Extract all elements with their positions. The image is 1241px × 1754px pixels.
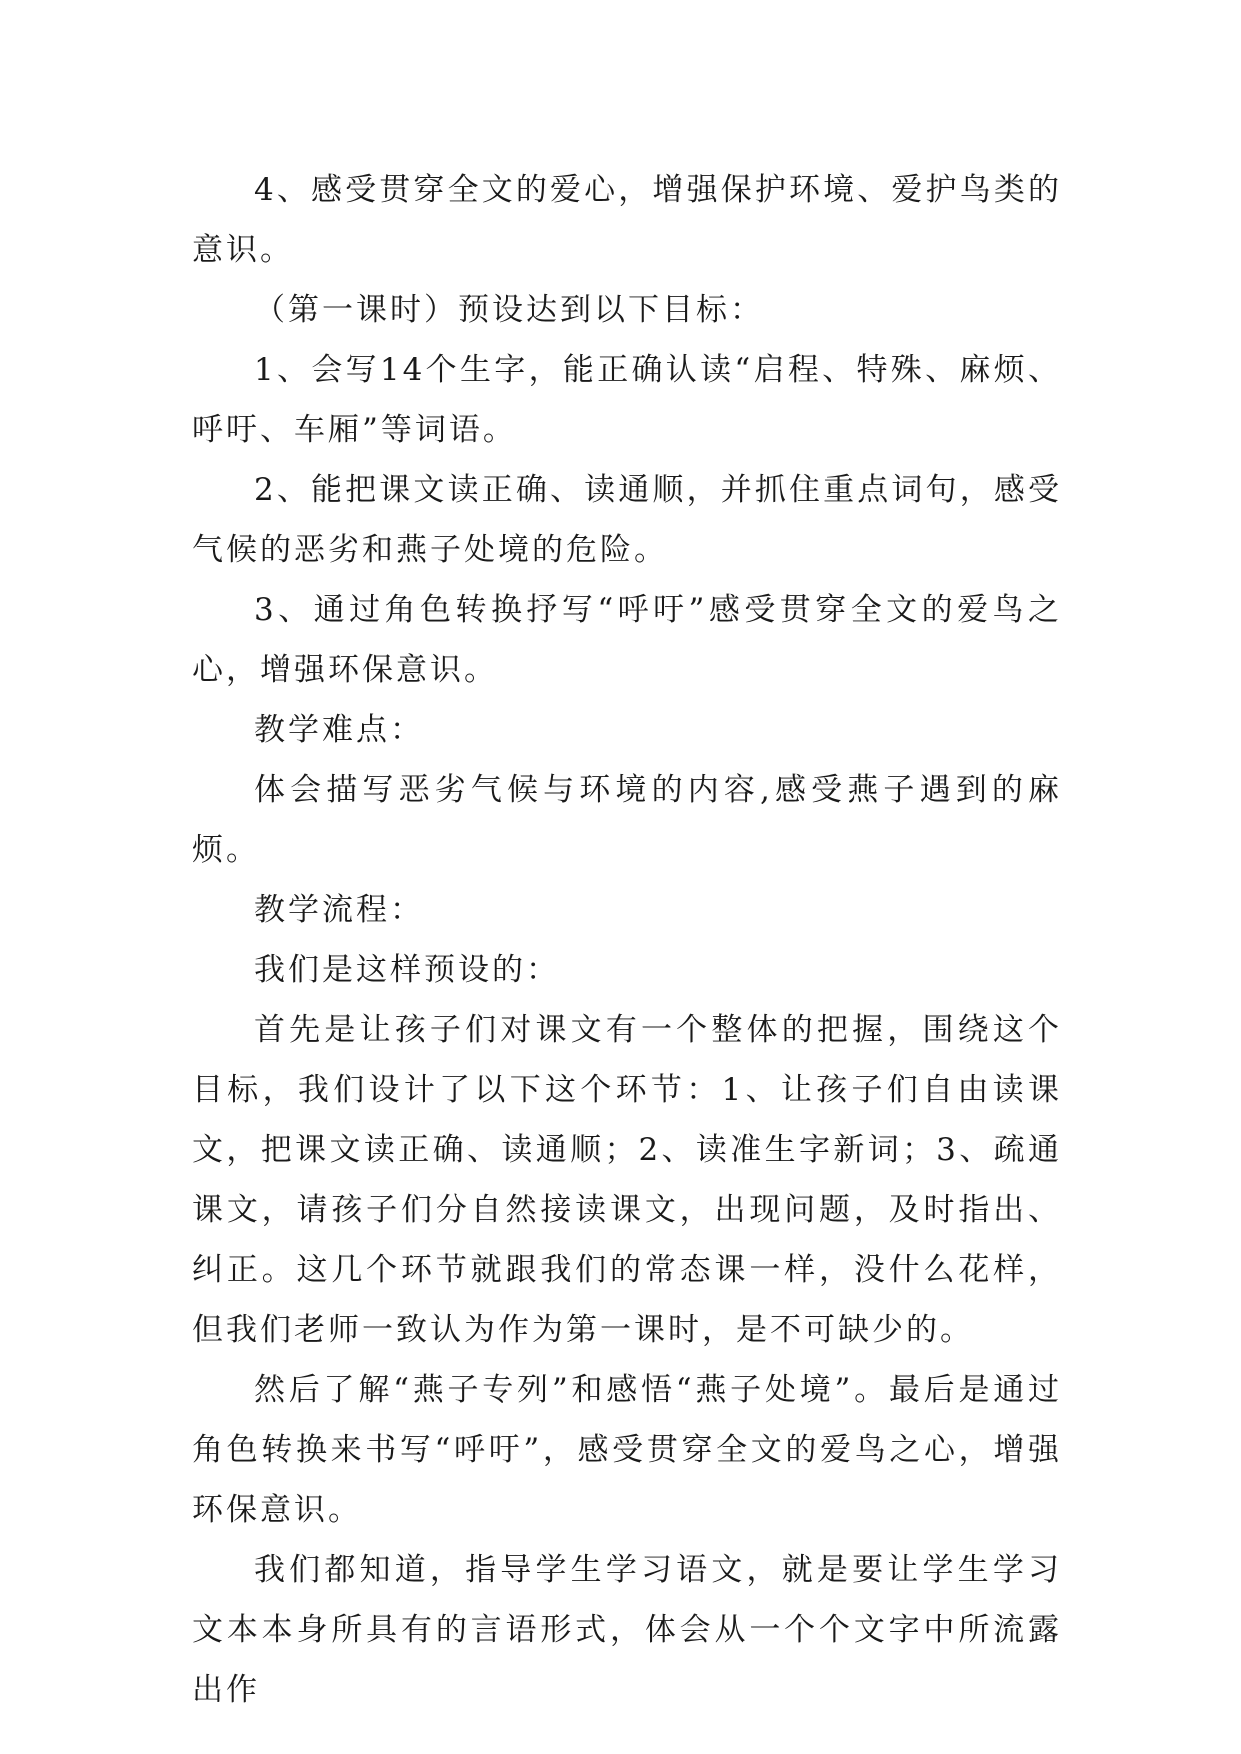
paragraph-first-lesson-goals-heading: （第一课时）预设达到以下目标： [254, 292, 764, 328]
paragraph-teaching-difficulty: 体会描写恶劣气候与环境的内容,感受燕子遇到的麻烦。 [192, 772, 1062, 868]
heading-teaching-difficulty: 教学难点： [254, 712, 424, 748]
heading-teaching-process: 教学流程： [254, 892, 424, 928]
paragraph-preset-intro: 我们是这样预设的： [254, 952, 560, 988]
paragraph-goal-1: 1、会写14个生字，能正确认读“启程、特殊、麻烦、呼吁、车厢”等词语。 [192, 352, 1062, 448]
paragraph-goal-3: 3、通过角色转换抒写“呼吁”感受贯穿全文的爱鸟之心，增强环保意识。 [192, 592, 1062, 688]
paragraph-process-step-2: 然后了解“燕子专列”和感悟“燕子处境”。最后是通过角色转换来书写“呼吁”，感受贯穿全文的爱鸟之心，增强环保意识。 [192, 1372, 1062, 1528]
paragraph-reflection: 我们都知道，指导学生学习语文，就是要让学生学习文本本身所具有的言语形式，体会从一个个文字中所流露出作 [192, 1552, 1062, 1708]
paragraph-process-step-1: 首先是让孩子们对课文有一个整体的把握，围绕这个目标，我们设计了以下这个环节：1、让孩子们自由读课文，把课文读正确、读通顺；2、读准生字新词；3、疏通课文，请孩子们分自然接读课文，出现问题，及时指出、纠正。这几个环节就跟我们的常态课一样，没什么花样，但我们老师一致认为作为第一课时，是不可缺少的。 [192, 1012, 1062, 1348]
paragraph-goal-4: 4、感受贯穿全文的爱心，增强保护环境、爱护鸟类的意识。 [192, 172, 1062, 268]
document-body [192, 160, 1062, 1720]
paragraph-goal-2: 2、能把课文读正确、读通顺，并抓住重点词句，感受气候的恶劣和燕子处境的危险。 [192, 472, 1062, 568]
